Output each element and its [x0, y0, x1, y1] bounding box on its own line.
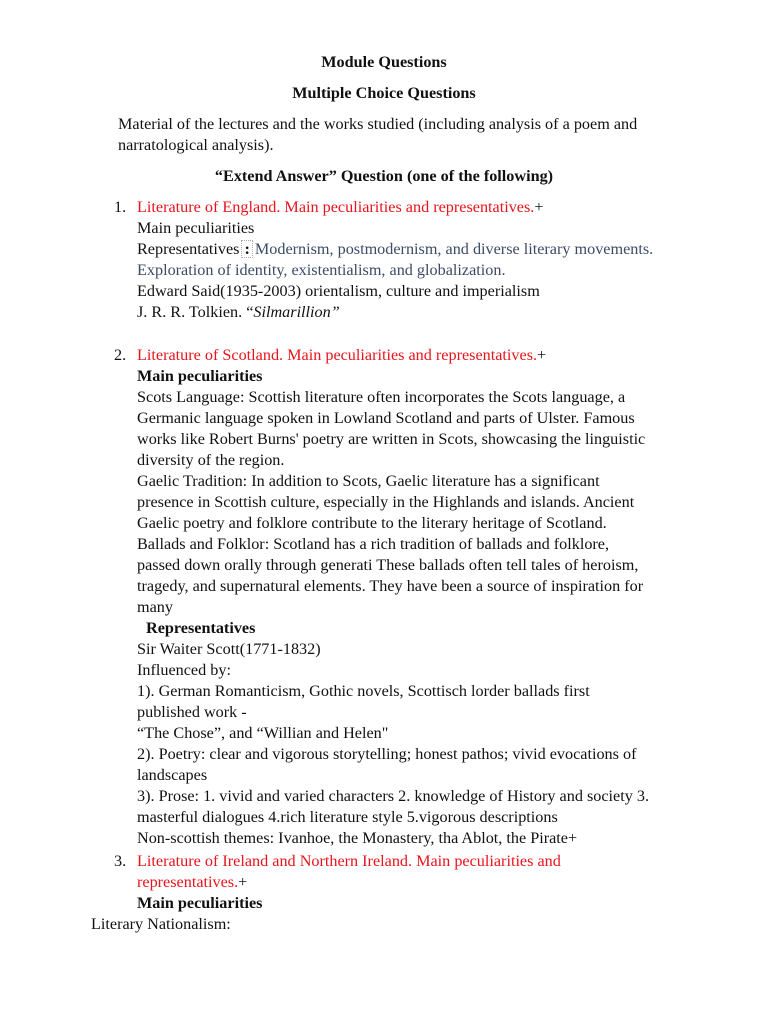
q2-body-line: presence in Scottish culture, especially in the Highlands and islands. Ancient	[137, 493, 635, 511]
q2-scott-line: “The Chose”, and “Willian and Helen"	[137, 724, 389, 742]
q1-title: Literature of England. Main peculiarities and representatives.	[137, 198, 535, 216]
q2-scott-line: Sir Waiter Scott(1771-1832)	[137, 640, 321, 658]
q1-rep-text-2: Exploration of identity, existentialism, and globalization.	[137, 261, 506, 279]
q2-scott-line: masterful dialogues 4.rich literature style 5.vigorous descriptions	[137, 808, 558, 826]
intro-line-2: narratological analysis).	[118, 136, 274, 154]
q3-number: 3.	[114, 852, 127, 870]
q1-rep-text: Modernism, postmodernism, and diverse literary movements.	[254, 240, 654, 258]
q1-plus: +	[534, 198, 544, 216]
q1-said: Edward Said(1935-2003) orientalism, culture and imperialism	[137, 282, 540, 300]
q3-plus: +	[238, 873, 248, 891]
q1-colon: :	[241, 240, 252, 258]
q2-main-peculiarities: Main peculiarities	[137, 367, 263, 385]
q3-main-peculiarities: Main peculiarities	[137, 894, 263, 912]
q2-scott-line: 2). Poetry: clear and vigorous storytelling; honest pathos; vivid evocations of	[137, 745, 637, 763]
q3-title-line-1: Literature of Ireland and Northern Ireland. Main peculiarities and	[137, 852, 561, 870]
q2-body-line: Scots Language: Scottish literature often incorporates the Scots language, a	[137, 388, 626, 406]
q2-body-line: works like Robert Burns' poetry are written in Scots, showcasing the linguistic	[137, 430, 646, 448]
q2-body-line: Ballads and Folklor: Scotland has a rich tradition of ballads and folklore,	[137, 535, 610, 553]
q2-representatives-heading: Representatives	[146, 619, 256, 637]
q2-scott-line: 1). German Romanticism, Gothic novels, Scottisch lorder ballads first	[137, 682, 590, 700]
extend-answer-heading: “Extend Answer” Question (one of the following)	[214, 167, 554, 185]
q1-title-line	[137, 197, 543, 218]
q2-body-line: tragedy, and supernatural elements. They have been a source of inspiration for	[137, 577, 644, 595]
q1-tolkien	[137, 302, 340, 323]
q3-title-2: representatives.	[137, 873, 239, 891]
q2-scott-line: 3). Prose: 1. vivid and varied characters 2. knowledge of History and society 3.	[137, 787, 650, 805]
intro-line-1: Material of the lectures and the works studied (including analysis of a poem and	[118, 115, 638, 133]
page-title: Module Questions	[321, 53, 447, 71]
q2-body-line: many	[137, 598, 173, 616]
q2-plus: +	[537, 346, 547, 364]
q2-scott-line: published work -	[137, 703, 247, 721]
q2-scott-line: landscapes	[137, 766, 208, 784]
q1-tolkien-prefix: J. R. R. Tolkien. “	[137, 303, 254, 321]
q1-tolkien-work: Silmarillion”	[253, 303, 340, 321]
q2-body-line: Gaelic Tradition: In addition to Scots, Gaelic literature has a significant	[137, 472, 600, 490]
literary-nationalism: Literary Nationalism:	[91, 915, 231, 933]
q3-title-line-2	[137, 872, 247, 893]
q2-body-line: Gaelic poetry and folklore contribute to the literary heritage of Scotland.	[137, 514, 607, 532]
q2-title: Literature of Scotland. Main peculiarities and representatives.	[137, 346, 538, 364]
q1-main-peculiarities: Main peculiarities	[137, 219, 255, 237]
q1-number: 1.	[114, 198, 127, 216]
page-subtitle: Multiple Choice Questions	[292, 84, 476, 102]
q1-representatives-line	[137, 239, 653, 260]
q2-body-line: passed down orally through generati These ballads often tell tales of heroism,	[137, 556, 639, 574]
q2-scott-line: Non-scottish themes: Ivanhoe, the Monastery, tha Ablot, the Pirate+	[137, 829, 578, 847]
q2-body-line: Germanic language spoken in Lowland Scotland and parts of Ulster. Famous	[137, 409, 635, 427]
q2-body-line: diversity of the region.	[137, 451, 285, 469]
q2-title-line	[137, 345, 546, 366]
q2-number: 2.	[114, 346, 127, 364]
q1-rep-label: Representatives	[137, 240, 240, 258]
q2-scott-line: Influenced by:	[137, 661, 231, 679]
